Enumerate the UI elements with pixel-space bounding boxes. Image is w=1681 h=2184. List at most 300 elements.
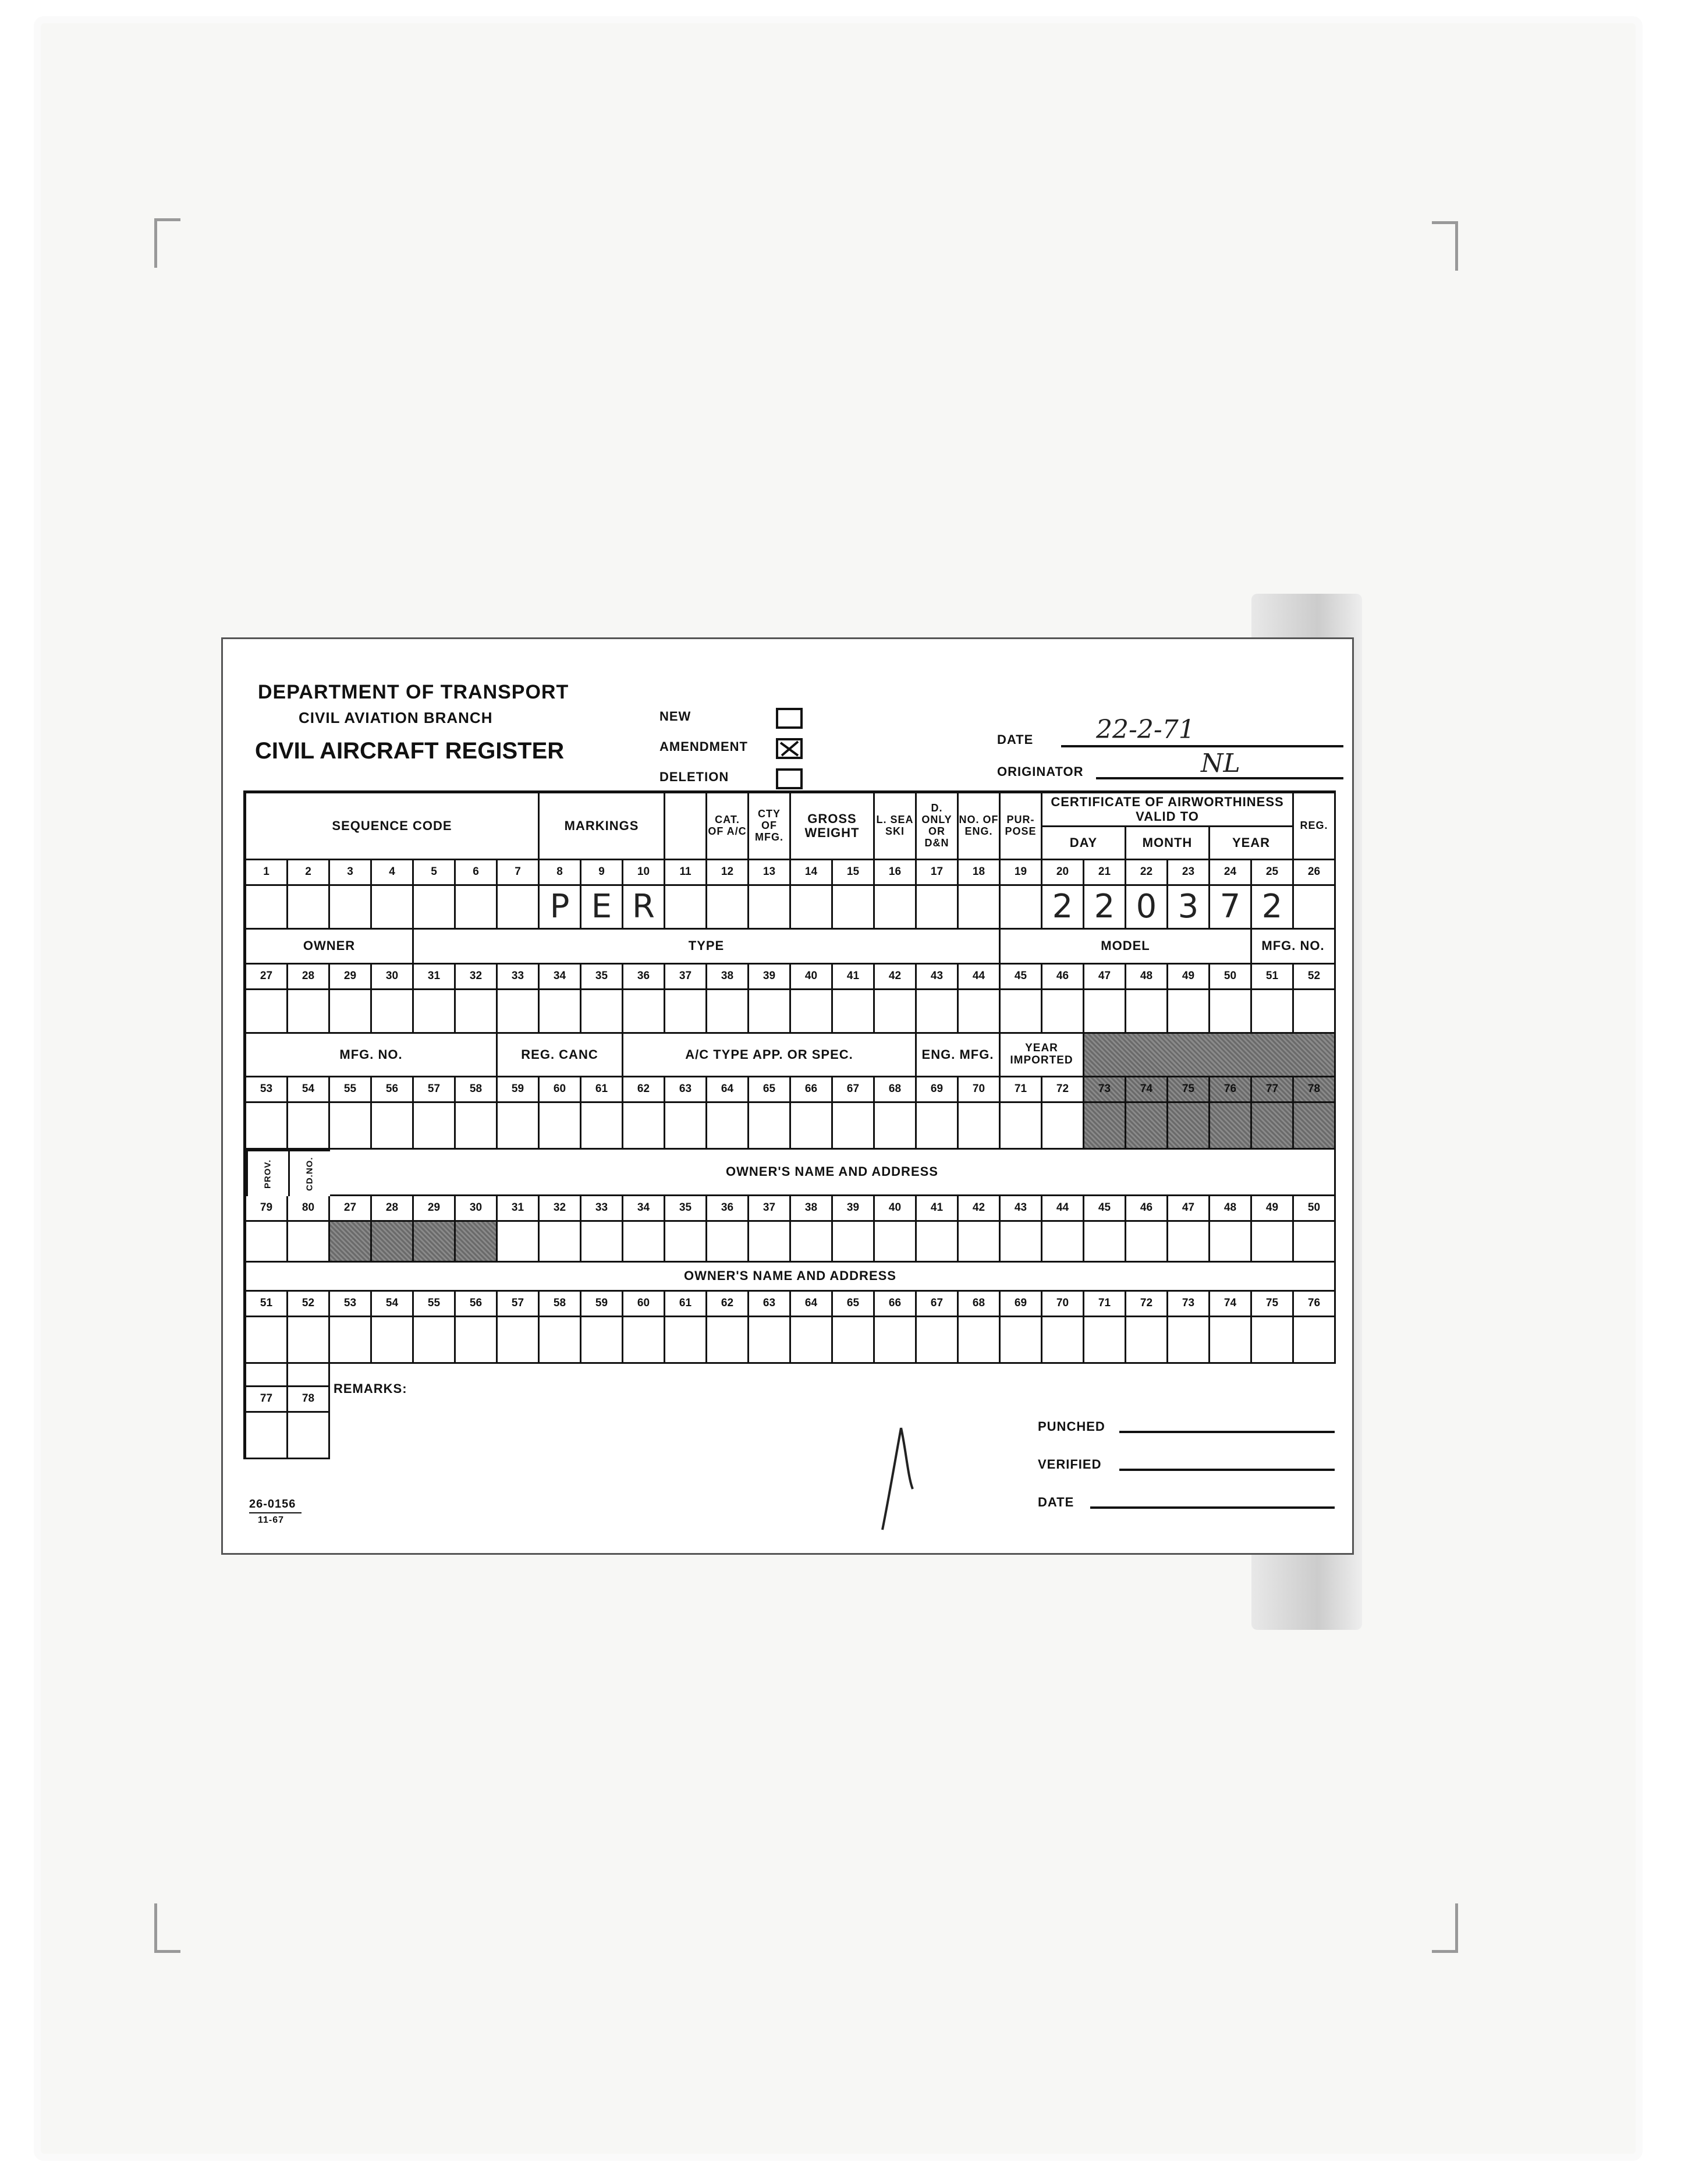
column-number: 28 xyxy=(372,1196,414,1222)
column-number: 78 xyxy=(288,1387,330,1413)
column-number: 19 xyxy=(1001,860,1042,886)
column-number: 77 xyxy=(246,1387,288,1413)
dept-title: DEPARTMENT OF TRANSPORT xyxy=(258,681,569,703)
entry-cell[interactable]: 3 xyxy=(1168,886,1210,930)
row5-numbers xyxy=(246,1292,1336,1317)
register-title: CIVIL AIRCRAFT REGISTER xyxy=(255,738,565,764)
entry-cell[interactable] xyxy=(791,1222,833,1263)
entry-cell[interactable] xyxy=(875,1317,917,1364)
column-number: 66 xyxy=(791,1077,833,1103)
column-number: 17 xyxy=(917,860,959,886)
column-number: 75 xyxy=(1252,1292,1294,1317)
entry-cell[interactable] xyxy=(246,1364,288,1387)
column-number: 23 xyxy=(1168,860,1210,886)
column-number: 66 xyxy=(875,1292,917,1317)
column-number: 7 xyxy=(498,860,540,886)
deletion-checkbox[interactable] xyxy=(776,768,803,789)
entry-cell[interactable] xyxy=(456,886,498,930)
column-number: 44 xyxy=(1042,1196,1084,1222)
column-number: 47 xyxy=(1084,965,1126,990)
column-number: 62 xyxy=(707,1292,749,1317)
entry-cell[interactable] xyxy=(623,1317,665,1364)
entry-cell[interactable] xyxy=(1294,886,1336,930)
entry-cell[interactable] xyxy=(581,1222,623,1263)
entry-cell[interactable] xyxy=(246,1317,288,1364)
entry-cell[interactable] xyxy=(1126,1222,1168,1263)
entry-cell[interactable] xyxy=(749,1222,791,1263)
entry-cell[interactable] xyxy=(330,1103,372,1150)
column-number: 41 xyxy=(917,1196,959,1222)
entry-cell[interactable] xyxy=(917,886,959,930)
column-number: 16 xyxy=(875,860,917,886)
entry-cell[interactable] xyxy=(456,1317,498,1364)
entry-cell[interactable] xyxy=(959,886,1001,930)
column-number: 73 xyxy=(1168,1292,1210,1317)
entry-cell[interactable] xyxy=(875,1103,917,1150)
column-number: 61 xyxy=(665,1292,707,1317)
entry-cell[interactable] xyxy=(749,1103,791,1150)
entry-cell[interactable] xyxy=(1084,990,1126,1034)
column-number: 55 xyxy=(330,1077,372,1103)
entry-cell[interactable] xyxy=(917,1103,959,1150)
model-header: MODEL xyxy=(1001,930,1252,965)
column-number: 45 xyxy=(1001,965,1042,990)
column-number: 57 xyxy=(414,1077,456,1103)
entry-cell[interactable] xyxy=(414,1222,456,1263)
entry-cell[interactable]: 2 xyxy=(1084,886,1126,930)
column-number: 14 xyxy=(791,860,833,886)
column-number: 71 xyxy=(1084,1292,1126,1317)
column-number: 3 xyxy=(330,860,372,886)
entry-cell[interactable] xyxy=(246,990,288,1034)
entry-cell[interactable] xyxy=(288,1413,330,1459)
entry-cell[interactable]: 7 xyxy=(1210,886,1252,930)
column-number: 49 xyxy=(1168,965,1210,990)
form-number: 26-0156 xyxy=(249,1498,296,1511)
punched-label: PUNCHED xyxy=(1038,1419,1105,1434)
entry-cell[interactable] xyxy=(1294,1103,1336,1150)
column-number: 30 xyxy=(456,1196,498,1222)
entry-cell[interactable] xyxy=(1252,1103,1294,1150)
entry-cell[interactable] xyxy=(456,990,498,1034)
mfgno2-header: MFG. NO. xyxy=(246,1034,498,1077)
column-number: 58 xyxy=(540,1292,581,1317)
entry-cell[interactable] xyxy=(665,990,707,1034)
entry-cell[interactable] xyxy=(1084,1222,1126,1263)
cert-header: CERTIFICATE OF AIRWORTHINESS VALID TO xyxy=(1042,793,1294,827)
entry-cell[interactable] xyxy=(791,990,833,1034)
entry-cell[interactable] xyxy=(833,886,875,930)
entry-cell[interactable] xyxy=(917,1317,959,1364)
check-mark-icon xyxy=(778,740,800,757)
column-number: 33 xyxy=(498,965,540,990)
entry-cell[interactable] xyxy=(833,990,875,1034)
entry-cell[interactable] xyxy=(707,886,749,930)
entry-cell[interactable] xyxy=(498,1317,540,1364)
entry-cell[interactable] xyxy=(456,1222,498,1263)
entry-cell[interactable] xyxy=(330,1317,372,1364)
entry-cell[interactable] xyxy=(1126,1317,1168,1364)
column-number: 2 xyxy=(288,860,330,886)
entry-cell[interactable] xyxy=(540,990,581,1034)
row6-top xyxy=(246,1364,330,1387)
entry-cell[interactable] xyxy=(498,1103,540,1150)
remarks-label: REMARKS: xyxy=(334,1381,407,1396)
entry-cell[interactable] xyxy=(1252,990,1294,1034)
entry-cell[interactable]: P xyxy=(540,886,581,930)
entry-cell[interactable] xyxy=(1126,1103,1168,1150)
column-number: 50 xyxy=(1210,965,1252,990)
column-number: 6 xyxy=(456,860,498,886)
month-header: MONTH xyxy=(1126,827,1210,860)
entry-cell[interactable] xyxy=(372,990,414,1034)
crop-mark xyxy=(1432,221,1458,271)
entry-cell[interactable] xyxy=(959,990,1001,1034)
column-number: 54 xyxy=(372,1292,414,1317)
column-number: 43 xyxy=(917,965,959,990)
entry-cell[interactable] xyxy=(372,1222,414,1263)
entry-cell[interactable] xyxy=(246,1103,288,1150)
column-number: 12 xyxy=(707,860,749,886)
entry-cell[interactable] xyxy=(959,1222,1001,1263)
column-number: 62 xyxy=(623,1077,665,1103)
row2-numbers xyxy=(246,965,1336,990)
column-number: 21 xyxy=(1084,860,1126,886)
entry-cell[interactable] xyxy=(1294,990,1336,1034)
prov-header: PROV. xyxy=(246,1150,288,1196)
column-number: 9 xyxy=(581,860,623,886)
column-number: 18 xyxy=(959,860,1001,886)
column-number: 74 xyxy=(1126,1077,1168,1103)
column-number: 54 xyxy=(288,1077,330,1103)
entry-cell[interactable] xyxy=(623,1222,665,1263)
column-number: 52 xyxy=(288,1292,330,1317)
entry-cell[interactable] xyxy=(288,1222,330,1263)
entry-cell[interactable] xyxy=(372,886,414,930)
entry-cell[interactable] xyxy=(791,1317,833,1364)
column-number: 65 xyxy=(833,1292,875,1317)
entry-cell[interactable] xyxy=(498,886,540,930)
entry-cell[interactable] xyxy=(414,1317,456,1364)
entry-cell[interactable] xyxy=(1252,1222,1294,1263)
column-number: 32 xyxy=(540,1196,581,1222)
entry-cell[interactable] xyxy=(414,1103,456,1150)
entry-cell[interactable] xyxy=(707,1317,749,1364)
entry-cell[interactable] xyxy=(330,990,372,1034)
entry-cell[interactable]: R xyxy=(623,886,665,930)
purpose-header: PUR- POSE xyxy=(1001,793,1042,860)
entry-cell[interactable] xyxy=(833,1222,875,1263)
entry-cell[interactable] xyxy=(1042,1103,1084,1150)
entry-cell[interactable] xyxy=(665,1103,707,1150)
column-number: 31 xyxy=(414,965,456,990)
entry-cell[interactable] xyxy=(246,886,288,930)
entry-cell[interactable] xyxy=(330,886,372,930)
entry-cell[interactable] xyxy=(749,990,791,1034)
entry-cell[interactable]: 2 xyxy=(1042,886,1084,930)
entry-cell[interactable] xyxy=(749,886,791,930)
entry-cell[interactable] xyxy=(1084,1103,1126,1150)
entry-cell[interactable] xyxy=(1168,990,1210,1034)
column-number: 50 xyxy=(1294,1196,1336,1222)
punched-line xyxy=(1119,1431,1335,1433)
column-number: 10 xyxy=(623,860,665,886)
entry-cell[interactable] xyxy=(665,886,707,930)
entry-cell[interactable] xyxy=(1042,990,1084,1034)
column-number: 70 xyxy=(1042,1292,1084,1317)
column-number: 67 xyxy=(833,1077,875,1103)
crop-mark xyxy=(154,1903,180,1953)
row1-numbers xyxy=(246,860,1336,886)
column-number: 53 xyxy=(330,1292,372,1317)
entry-cell[interactable] xyxy=(1168,1222,1210,1263)
column-number: 31 xyxy=(498,1196,540,1222)
column-number: 63 xyxy=(665,1077,707,1103)
entry-cell[interactable] xyxy=(372,1317,414,1364)
column-number: 64 xyxy=(707,1077,749,1103)
branch-title: CIVIL AVIATION BRANCH xyxy=(299,709,493,726)
entry-cell[interactable] xyxy=(288,1364,330,1387)
entry-cell[interactable] xyxy=(749,1317,791,1364)
column-number: 55 xyxy=(414,1292,456,1317)
column-number: 56 xyxy=(456,1292,498,1317)
entry-cell[interactable]: 2 xyxy=(1252,886,1294,930)
originator-label: ORIGINATOR xyxy=(997,764,1084,779)
column-number: 78 xyxy=(1294,1077,1336,1103)
year-header: YEAR xyxy=(1210,827,1294,860)
column-number: 67 xyxy=(917,1292,959,1317)
row3-numbers xyxy=(246,1077,1336,1103)
column-number: 8 xyxy=(540,860,581,886)
entry-cell[interactable] xyxy=(875,1222,917,1263)
entry-cell[interactable] xyxy=(1210,1222,1252,1263)
entry-cell[interactable] xyxy=(1001,1103,1042,1150)
entry-cell[interactable] xyxy=(707,1103,749,1150)
entry-cell[interactable] xyxy=(581,1317,623,1364)
entry-cell[interactable] xyxy=(414,886,456,930)
entry-cell[interactable] xyxy=(833,1317,875,1364)
shaded-header xyxy=(1084,1034,1336,1077)
column-number: 72 xyxy=(1042,1077,1084,1103)
lsea-header: L. SEA SKI xyxy=(875,793,917,860)
amendment-checkbox[interactable] xyxy=(776,738,803,759)
entry-cell[interactable] xyxy=(623,1103,665,1150)
originator-value: NL xyxy=(1201,749,1240,778)
entry-cell[interactable] xyxy=(1042,1317,1084,1364)
form-date: 11-67 xyxy=(258,1515,285,1525)
column-number: 32 xyxy=(456,965,498,990)
cty-header: CTY OF MFG. xyxy=(749,793,791,860)
entry-cell[interactable] xyxy=(1001,1222,1042,1263)
column-number: 37 xyxy=(749,1196,791,1222)
date2-label: DATE xyxy=(1038,1495,1074,1509)
cat-header: CAT. OF A/C xyxy=(707,793,749,860)
entry-cell[interactable] xyxy=(540,1317,581,1364)
column-number: 39 xyxy=(833,1196,875,1222)
column-number: 15 xyxy=(833,860,875,886)
column-number: 44 xyxy=(959,965,1001,990)
entry-cell[interactable] xyxy=(665,1222,707,1263)
entry-cell[interactable] xyxy=(707,990,749,1034)
entry-cell[interactable]: E xyxy=(581,886,623,930)
row5-entries xyxy=(246,1317,1336,1364)
column-number: 48 xyxy=(1126,965,1168,990)
column-number: 53 xyxy=(246,1077,288,1103)
column-number: 64 xyxy=(791,1292,833,1317)
mfgno-header: MFG. NO. xyxy=(1252,930,1336,965)
reg-header: REG. xyxy=(1294,793,1336,860)
date-value: 22-2-71 xyxy=(1096,715,1195,744)
column-number: 29 xyxy=(330,965,372,990)
entry-cell[interactable] xyxy=(1252,1317,1294,1364)
column-number: 27 xyxy=(330,1196,372,1222)
column-number: 13 xyxy=(749,860,791,886)
entry-cell[interactable] xyxy=(1126,990,1168,1034)
column-number: 80 xyxy=(288,1196,330,1222)
form-number-rule xyxy=(249,1512,302,1513)
entry-cell[interactable] xyxy=(917,990,959,1034)
column-number: 75 xyxy=(1168,1077,1210,1103)
column-number: 38 xyxy=(791,1196,833,1222)
entry-cell[interactable] xyxy=(1001,1317,1042,1364)
column-number: 42 xyxy=(959,1196,1001,1222)
column-number: 36 xyxy=(707,1196,749,1222)
entry-cell[interactable] xyxy=(540,1103,581,1150)
column-number: 73 xyxy=(1084,1077,1126,1103)
column-number: 56 xyxy=(372,1077,414,1103)
engmfg-header: ENG. MFG. xyxy=(917,1034,1001,1077)
entry-cell[interactable] xyxy=(875,886,917,930)
column-number: 40 xyxy=(791,965,833,990)
gross-weight-header: GROSS WEIGHT xyxy=(791,793,875,860)
entry-cell[interactable] xyxy=(833,1103,875,1150)
column-number: 51 xyxy=(1252,965,1294,990)
column-number: 68 xyxy=(959,1292,1001,1317)
entry-cell[interactable] xyxy=(665,1317,707,1364)
column-number: 46 xyxy=(1126,1196,1168,1222)
column-number: 79 xyxy=(246,1196,288,1222)
column-number: 69 xyxy=(917,1077,959,1103)
entry-cell[interactable] xyxy=(1042,1222,1084,1263)
entry-cell[interactable] xyxy=(1001,990,1042,1034)
column-number: 69 xyxy=(1001,1292,1042,1317)
entry-cell[interactable] xyxy=(581,1103,623,1150)
entry-cell[interactable] xyxy=(959,1317,1001,1364)
entry-cell[interactable] xyxy=(623,990,665,1034)
entry-cell[interactable] xyxy=(875,990,917,1034)
entry-cell[interactable] xyxy=(959,1103,1001,1150)
entry-cell[interactable] xyxy=(288,990,330,1034)
row2-entries xyxy=(246,990,1336,1034)
column-number: 71 xyxy=(1001,1077,1042,1103)
entry-cell[interactable] xyxy=(791,1103,833,1150)
column-number: 35 xyxy=(665,1196,707,1222)
column-number: 25 xyxy=(1252,860,1294,886)
column-number: 49 xyxy=(1252,1196,1294,1222)
column-number: 30 xyxy=(372,965,414,990)
column-number: 43 xyxy=(1001,1196,1042,1222)
entry-cell[interactable] xyxy=(1084,1317,1126,1364)
entry-cell[interactable] xyxy=(246,1222,288,1263)
entry-cell[interactable] xyxy=(1210,1317,1252,1364)
date-line xyxy=(1061,745,1343,747)
entry-cell[interactable] xyxy=(791,886,833,930)
entry-cell[interactable] xyxy=(288,886,330,930)
new-checkbox[interactable] xyxy=(776,708,803,729)
donly-header: D. ONLY OR D&N xyxy=(917,793,959,860)
column-number: 41 xyxy=(833,965,875,990)
crop-mark xyxy=(154,218,180,268)
entry-cell[interactable] xyxy=(540,1222,581,1263)
column-number: 36 xyxy=(623,965,665,990)
entry-cell[interactable] xyxy=(917,1222,959,1263)
entry-cell[interactable] xyxy=(707,1222,749,1263)
column-number: 37 xyxy=(665,965,707,990)
cdno-header: CD.NO. xyxy=(288,1150,330,1196)
entry-cell[interactable] xyxy=(288,1103,330,1150)
date-label: DATE xyxy=(997,732,1034,747)
column-number: 34 xyxy=(540,965,581,990)
markings-header: MARKINGS xyxy=(540,793,665,860)
entry-cell[interactable] xyxy=(330,1222,372,1263)
noeng-header: NO. OF ENG. xyxy=(959,793,1001,860)
column-number: 5 xyxy=(414,860,456,886)
type-header: TYPE xyxy=(414,930,1001,965)
column-number: 33 xyxy=(581,1196,623,1222)
column-number: 1 xyxy=(246,860,288,886)
column-number: 51 xyxy=(246,1292,288,1317)
column-number: 65 xyxy=(749,1077,791,1103)
year-imported-header: YEAR IMPORTED xyxy=(1001,1034,1084,1077)
entry-cell[interactable] xyxy=(498,1222,540,1263)
column-number: 72 xyxy=(1126,1292,1168,1317)
column-number: 76 xyxy=(1294,1292,1336,1317)
owner-name-address-header-2: OWNER'S NAME AND ADDRESS xyxy=(246,1263,1336,1292)
blank-header xyxy=(665,793,707,860)
owner-name-address-header: OWNER'S NAME AND ADDRESS xyxy=(330,1150,1336,1196)
entry-cell[interactable] xyxy=(1210,990,1252,1034)
entry-cell[interactable] xyxy=(456,1103,498,1150)
column-number: 45 xyxy=(1084,1196,1126,1222)
verified-line xyxy=(1119,1469,1335,1471)
entry-cell[interactable] xyxy=(1294,1317,1336,1364)
entry-cell[interactable] xyxy=(581,990,623,1034)
entry-cell[interactable] xyxy=(246,1413,288,1459)
register-card xyxy=(221,637,1354,1555)
entry-cell[interactable] xyxy=(1001,886,1042,930)
column-number: 57 xyxy=(498,1292,540,1317)
entry-cell[interactable] xyxy=(1210,1103,1252,1150)
entry-cell[interactable] xyxy=(288,1317,330,1364)
column-number: 38 xyxy=(707,965,749,990)
column-number: 70 xyxy=(959,1077,1001,1103)
entry-cell[interactable] xyxy=(372,1103,414,1150)
column-number: 60 xyxy=(540,1077,581,1103)
column-number: 39 xyxy=(749,965,791,990)
column-number: 59 xyxy=(581,1292,623,1317)
row6 xyxy=(246,1387,330,1413)
entry-cell[interactable] xyxy=(414,990,456,1034)
entry-cell[interactable]: 0 xyxy=(1126,886,1168,930)
entry-cell[interactable] xyxy=(1168,1103,1210,1150)
entry-cell[interactable] xyxy=(498,990,540,1034)
handwritten-mark xyxy=(878,1425,918,1536)
column-number: 48 xyxy=(1210,1196,1252,1222)
column-number: 52 xyxy=(1294,965,1336,990)
entry-cell[interactable] xyxy=(1168,1317,1210,1364)
column-number: 28 xyxy=(288,965,330,990)
entry-cell[interactable] xyxy=(1294,1222,1336,1263)
